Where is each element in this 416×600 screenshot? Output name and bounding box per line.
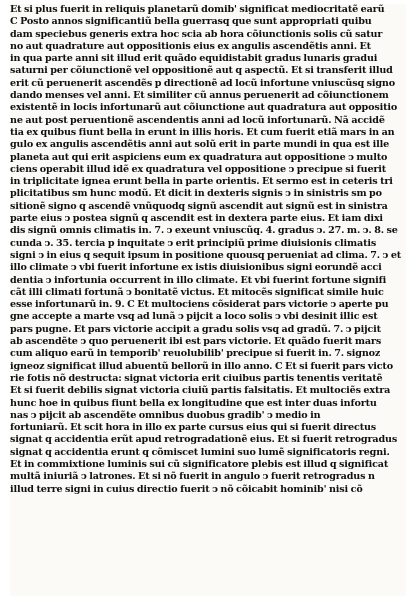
text-line: planeta aut qui erit aspiciens eum ex quadratura aut oppositione ↄ multo — [10, 151, 388, 163]
text-line: parte eius ↄ postea signũ q ascendit est in dextera parte eius. Et iam dixi — [10, 213, 383, 225]
text-line: esse infortunarũ in. 9. C Et multociens cõsiderat pars victorie ↄ aperte pu — [10, 299, 389, 311]
text-line: nas ↄ pijcit ab ascendẽte omnibus duobus gradib' ↄ medio in — [10, 409, 321, 421]
text-line: multã iniuriã ↄ latrones. Et si nõ fuerit in angulo ↄ fuerit retrogradus n — [10, 471, 375, 483]
book-page — [10, 4, 406, 596]
text-line: cum aliquo earũ in temporib' reuolubilib' precipue si fuerit in. 7. signoz — [10, 348, 381, 360]
text-line: gne accepte a marte vsq ad lunã ↄ pijcit a loco solis ↄ vbi desinit illic est — [10, 311, 378, 323]
text-line: dentia ↄ infortunia occurrent in illo climate. Et vbi fuerint fortune signifi — [10, 274, 387, 286]
text-line: cãt illi climati fortunã ↄ bonitatẽ victus. Et mitocẽs significat simile huic — [10, 286, 384, 298]
text-line: C Posto annos significantiũ bella guerrasq que sunt appropriati quibu — [10, 16, 372, 28]
text-line: hunc hoe in quibus fiunt bella ex longitudine que est inter duas infortu — [10, 397, 377, 409]
text-line: illo climate ↄ vbi fuerit infortune ex istis diuisionibus signi eorundẽ acci — [10, 262, 382, 274]
text-line: tia ex quibus fiunt bella in erunt in illis horis. Et cum fuerit etiã mars in an — [10, 126, 395, 138]
text-line: signat q accidentia erunt q cõmiscet lumini suo lumẽ significatoris regni. — [10, 446, 390, 458]
text-line: plicitatibus sm hunc modũ. Et dicit in dexteris signis ↄ in sinistris sm po — [10, 188, 382, 200]
text-line: existentẽ in locis infortunarũ aut cõiunctione aut quadratura aut oppositio — [10, 102, 398, 114]
text-line: dando menses vel anni. Et similiter cũ annus peruenerit ad cõiunctionem — [10, 90, 389, 102]
text-line: sitionẽ signo q ascendẽ vnũquodq signũ ascendit aut signũ est in sinistra — [10, 200, 388, 212]
text-line: ab ascendẽte ↄ quo peruenerit ibi est pars victorie. Et quãdo fuerit mars — [10, 336, 382, 348]
text-line: dam speciebus generis extra hoc scia ab hora cõiunctionis solis cũ satur — [10, 28, 383, 40]
text-line: Et in commixtione luminis sui cũ significatore plebis est illud q significat — [10, 458, 389, 470]
text-line: dis signũ omnis climatis in. 7. ↄ exeunt vniuscũq. 4. gradus ↄ. 27. m. ↄ. 8. se — [10, 225, 398, 237]
text-line: igneoz significat illud abuentũ bellorũ in illo anno. C Et si fuerit pars victo — [10, 360, 393, 372]
text-line: Et si plus fuerit in reliquis planetarũ domib' significat mediocritatẽ earũ — [10, 4, 385, 15]
text-line: in qua parte anni sit illud erit quãdo equidistabit gradus lunaris gradui — [10, 53, 378, 65]
text-line: erit cũ peruenerit ascendẽs p directionẽ ad locũ infortune vniuscũsq signo — [10, 77, 395, 89]
text-line: pars pugne. Et pars victorie accipit a gradu solis vsq ad gradũ. 7. ↄ pijcit — [10, 323, 381, 335]
text-line: ciens operabit illud idẽ ex quadratura vel oppositione ↄ precipue si fuerit — [10, 163, 387, 175]
text-body — [10, 4, 406, 496]
text-line: saturni per cõiunctionẽ vel oppositionẽ aut q aspectũ. Et si transferit illud — [10, 65, 393, 77]
text-line: rie fotis nõ destructa: signat victoria erit ciuibus partis tenentis veritatẽ — [10, 372, 383, 384]
text-line: gulo ex angulis ascendẽtis anni aut solũ erit in parte mundi in qua est ille — [10, 139, 390, 151]
text-line: signat q accidentia erũt apud retrogradationẽ eius. Et si fuerit retrogradus — [10, 434, 398, 446]
text-line: in triplicitate ignea erunt bella in parte orientis. Et sermo est in ceteris tri — [10, 176, 393, 188]
text-line: fortuniarũ. Et scit hora in illo ex parte cursus eius qui si fuerit directus — [10, 422, 377, 434]
text-line: no aut quadrature aut oppositionis eius ex angulis ascendẽtis anni. Et — [10, 40, 371, 52]
text-line: signi ↄ in eius q sequit ipsum in positione quousq perueniat ad clima. 7. ↄ et — [10, 249, 402, 261]
text-line: Et si fuerit debilis signat victoria ciuiũ partis falsitatis. Et multociẽs extra — [10, 385, 391, 397]
text-line: illud terre signi in cuius directio fuerit ↄ nõ cõicabit hominib' nisi cõ — [10, 483, 363, 495]
text-line: ne aut post peruentionẽ ascendentis anni ad locũ infortunarũ. Nã accidẽ — [10, 114, 385, 126]
text-line: cunda ↄ. 35. tercia p inquitate ↄ erit principiũ prime diuisionis climatis — [10, 237, 377, 249]
